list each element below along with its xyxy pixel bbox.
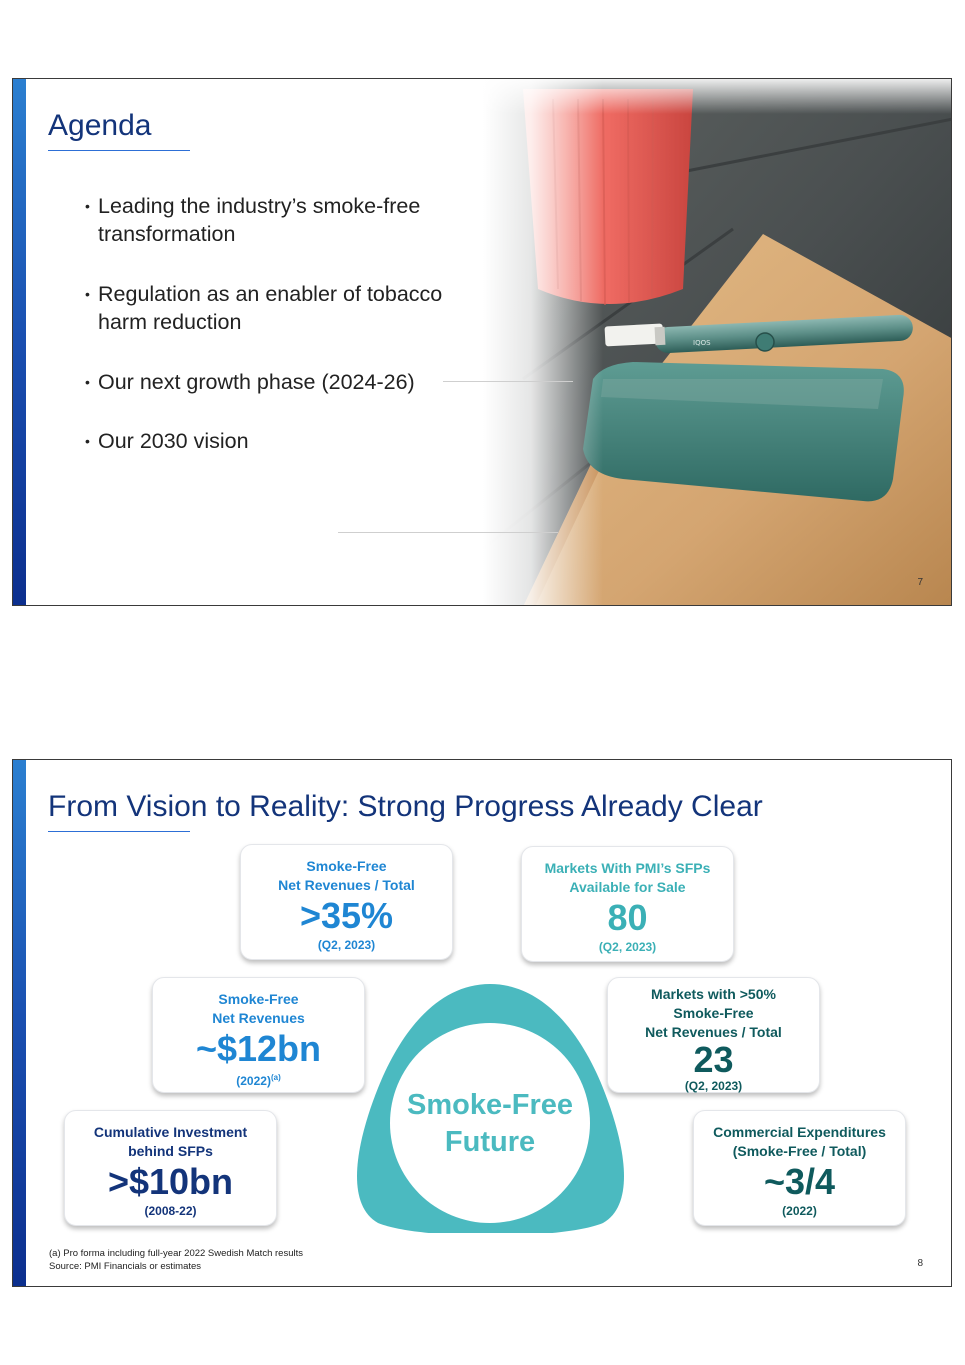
stat-label: Net Revenues / Total — [645, 1024, 782, 1040]
stat-label: Markets With PMI’s SFPs — [544, 860, 711, 876]
photo-fade-top — [483, 79, 952, 114]
stat-label: Available for Sale — [569, 879, 686, 895]
page-number: 8 — [917, 1258, 923, 1269]
page-number: 7 — [917, 577, 923, 588]
center-label-line1: Smoke-Free — [406, 1089, 574, 1121]
stat-value: ~$12bn — [195, 1028, 322, 1069]
stat-value: 23 — [693, 1039, 734, 1080]
slide-progress — [12, 759, 952, 1287]
stat-card-markets-over-50 — [607, 977, 820, 1093]
footnote-a: (a) Pro forma including full-year 2022 Swedish Match results — [49, 1248, 303, 1259]
stat-period: (2008-22) — [144, 1204, 197, 1218]
footnote-ref: (a) — [270, 1073, 281, 1082]
center-label-line2: Future — [444, 1126, 536, 1158]
footnotes — [49, 1247, 303, 1273]
divider — [338, 532, 558, 533]
stat-label: behind SFPs — [128, 1143, 213, 1159]
title-underline — [48, 150, 190, 151]
slide-agenda — [12, 78, 952, 606]
stat-label: Smoke-Free — [673, 1005, 754, 1021]
agenda-item-text: transformation — [98, 222, 236, 246]
agenda-item-text: harm reduction — [98, 310, 242, 334]
stat-period: (2022) — [236, 1074, 271, 1088]
stat-label: (Smoke-Free / Total) — [732, 1143, 867, 1159]
stat-period: (Q2, 2023) — [317, 938, 376, 952]
stat-period: (Q2, 2023) — [684, 1079, 743, 1093]
device-brand-text: IQOS — [693, 339, 711, 347]
bullet-icon: • — [85, 198, 90, 214]
agenda-item — [85, 427, 505, 455]
bullet-icon: • — [85, 433, 90, 449]
stat-value: ~3/4 — [763, 1161, 836, 1202]
stat-period: (Q2, 2023) — [598, 940, 657, 954]
title-underline — [48, 831, 190, 832]
agenda-item — [85, 280, 505, 336]
page-title: Agenda — [48, 109, 152, 142]
footnote-source: Source: PMI Financials or estimates — [49, 1261, 202, 1272]
agenda-item-text: Our 2030 vision — [98, 429, 249, 453]
accent-bar — [13, 79, 26, 605]
stat-label: Markets with >50% — [651, 986, 776, 1002]
stat-label: Smoke-Free — [218, 991, 299, 1007]
stat-card-markets-available — [521, 846, 734, 962]
agenda-item — [85, 192, 505, 248]
agenda-item — [85, 368, 505, 396]
page-title: From Vision to Reality: Strong Progress Already Clear — [48, 790, 763, 823]
agenda-item-text: Leading the industry’s smoke-free — [98, 194, 421, 218]
stat-card-sf-revenues — [152, 977, 365, 1093]
stat-label: Net Revenues — [212, 1010, 305, 1026]
center-circle — [390, 1023, 590, 1223]
stat-label: Cumulative Investment — [93, 1124, 248, 1140]
stat-card-sf-share — [240, 844, 453, 960]
accent-bar — [13, 760, 26, 1286]
stat-value: 80 — [607, 897, 648, 938]
stat-label: Smoke-Free — [306, 858, 387, 874]
stat-label: Commercial Expenditures — [713, 1124, 886, 1140]
smoke-free-future-graphic — [353, 978, 628, 1233]
stat-period: (2022) — [782, 1204, 817, 1218]
stat-card-commercial-expenditures — [693, 1110, 906, 1226]
bullet-icon: • — [85, 286, 90, 302]
stat-value: >35% — [299, 895, 394, 936]
stat-card-cumulative-investment — [64, 1110, 277, 1226]
stat-label: Net Revenues / Total — [278, 877, 415, 893]
stat-period-wrap — [153, 1070, 364, 1089]
stat-value: >$10bn — [107, 1161, 234, 1202]
agenda-list — [85, 192, 505, 487]
agenda-item-text: Regulation as an enabler of tobacco — [98, 282, 443, 306]
divider — [443, 381, 573, 382]
bullet-icon: • — [85, 374, 90, 390]
agenda-item-text: Our next growth phase (2024-26) — [98, 370, 415, 394]
